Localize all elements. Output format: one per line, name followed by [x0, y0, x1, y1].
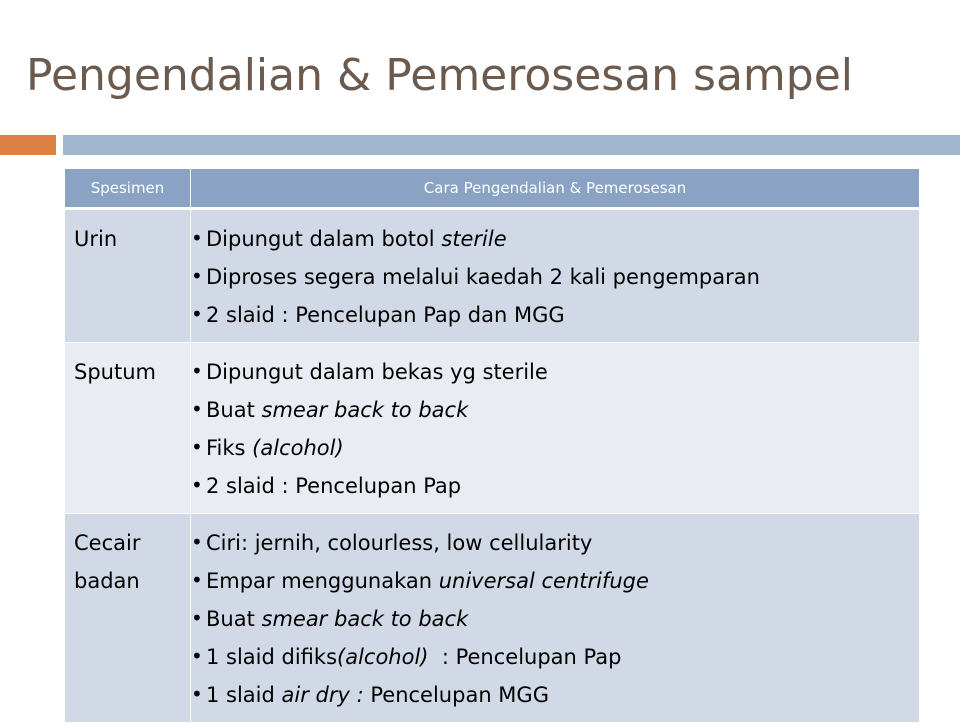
specimen-table [64, 168, 920, 723]
method-item: • Empar menggunakan universal centrifuge [191, 562, 919, 600]
method-item: • Buat smear back to back [191, 600, 919, 638]
table-header-row [65, 169, 920, 209]
accent-bar-orange [0, 135, 56, 155]
specimen-name-line1: Cecair [74, 531, 141, 555]
table-row [65, 209, 920, 343]
specimen-name: Urin [74, 227, 118, 251]
method-item: • 1 slaid air dry : Pencelupan MGG [191, 676, 919, 714]
method-item: • Diproses segera melalui kaedah 2 kali pengemparan [191, 258, 919, 296]
method-cell [191, 209, 920, 343]
method-item: • Dipungut dalam botol sterile [191, 220, 919, 258]
method-item: • Ciri: jernih, colourless, low cellularity [191, 524, 919, 562]
method-list [191, 220, 919, 334]
method-item: • 2 slaid : Pencelupan Pap dan MGG [191, 296, 919, 334]
accent-bar-blue [63, 135, 960, 155]
method-list [191, 524, 919, 714]
header-specimen: Spesimen [65, 169, 191, 209]
method-list [191, 353, 919, 505]
method-item: • Buat smear back to back [191, 391, 919, 429]
specimen-cell [65, 343, 191, 514]
method-item: • 1 slaid difiks(alcohol) : Pencelupan Pap [191, 638, 919, 676]
header-handling-method: Cara Pengendalian & Pemerosesan [191, 169, 920, 209]
method-cell [191, 343, 920, 514]
method-item: • Fiks (alcohol) [191, 429, 919, 467]
table-row [65, 343, 920, 514]
method-item: • Dipungut dalam bekas yg sterile [191, 353, 919, 391]
specimen-name: Sputum [74, 360, 156, 384]
specimen-cell [65, 514, 191, 723]
method-item: • 2 slaid : Pencelupan Pap [191, 467, 919, 505]
method-cell [191, 514, 920, 723]
specimen-cell [65, 209, 191, 343]
table-row [65, 514, 920, 723]
specimen-name-line2: badan [74, 569, 140, 593]
slide-title: Pengendalian & Pemerosesan sampel [26, 50, 854, 101]
